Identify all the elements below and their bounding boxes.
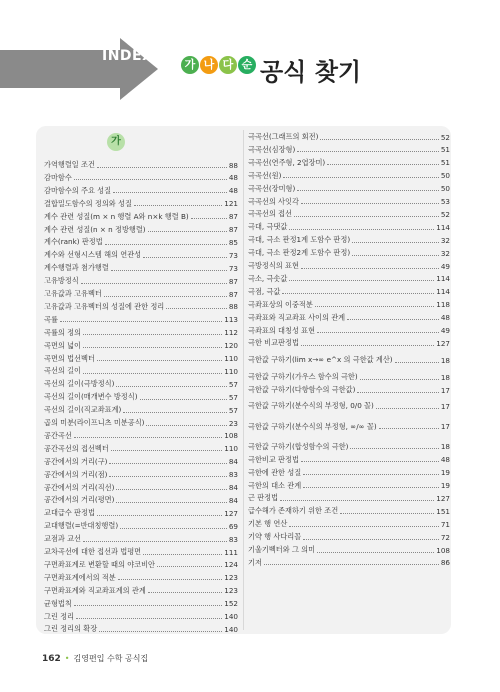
index-entry: [44, 495, 238, 505]
index-entry-term: 계수 관련 성질(n × n 정방행렬): [44, 224, 146, 234]
index-entry-term: 그린 정리: [44, 611, 75, 621]
index-entry-term: 극곡선(연주형, 2엽장미): [248, 157, 326, 167]
index-entry-page: 127: [436, 493, 450, 503]
dot-leader: [301, 341, 434, 346]
index-entry: [44, 573, 238, 583]
dot-leader: [74, 433, 223, 438]
dot-leader: [116, 485, 226, 490]
index-entry-page: 83: [228, 534, 238, 544]
index-entry: [44, 199, 238, 209]
dot-leader: [113, 188, 227, 193]
index-entry-page: 123: [224, 573, 238, 583]
dot-leader: [303, 470, 439, 475]
dot-leader: [289, 225, 434, 230]
index-entry-term: 극점, 극값: [248, 286, 281, 296]
index-entry-page: 57: [228, 379, 238, 389]
dot-leader: [134, 201, 222, 206]
dot-leader: [376, 404, 439, 409]
dot-leader: [81, 279, 227, 284]
index-entry-term: 곡선의 길이(극방정식): [44, 379, 115, 389]
index-entry-page: 50: [440, 184, 450, 194]
index-entry-page: 84: [228, 483, 238, 492]
index-entry-term: 극대, 극소 판정2계 도함수 판정): [248, 248, 351, 258]
index-entry-term: 극곡선의 접선: [248, 209, 292, 219]
column-divider: [243, 130, 244, 630]
dot-leader: [60, 317, 222, 322]
index-entry-page: 88: [228, 302, 238, 312]
dot-leader: [109, 459, 226, 464]
dot-leader: [97, 356, 222, 361]
index-entry-page: 53: [440, 197, 450, 206]
index-entry-term: 공간에서의 거리(평면): [44, 495, 115, 505]
index-entry-page: 23: [228, 418, 238, 428]
index-entry-term: 극대, 극소 판정1계 도함수 판정): [248, 235, 351, 245]
index-entry-term: 근 판정법: [248, 493, 279, 503]
index-entry: [248, 355, 450, 365]
index-entry: [44, 534, 238, 544]
index-entry-page: 17: [440, 385, 450, 395]
dot-leader: [123, 408, 227, 413]
dot-leader: [357, 388, 438, 393]
index-entry-term: 교대행렬(=반대칭행렬): [44, 521, 119, 531]
index-entry-page: 86: [440, 558, 450, 568]
index-entry-term: 극곡선(원): [248, 170, 282, 180]
index-entry-page: 17: [440, 422, 450, 432]
dot-leader: [395, 358, 439, 363]
index-entry-page: 18: [440, 372, 450, 382]
index-entry: [248, 132, 450, 142]
dot-leader: [350, 444, 438, 449]
dot-leader: [301, 264, 439, 269]
index-entry: [248, 209, 450, 219]
index-entry-term: 구면좌표계로 변환할 때의 야코비안: [44, 559, 156, 569]
book-title: 김영편입 수학 공식집: [73, 654, 149, 663]
dot-leader: [111, 446, 223, 451]
index-entry-page: 51: [440, 145, 450, 155]
index-entry-term: 극한값 구하기(합성함수의 극한): [248, 441, 349, 451]
index-entry-term: 구면좌표계에서의 적분: [44, 572, 116, 582]
index-entry: [44, 599, 238, 609]
index-entry-page: 110: [224, 444, 238, 454]
index-entry-page: 73: [228, 263, 238, 273]
index-entry-term: 구면좌표계와 직교좌표계의 관계: [44, 585, 146, 595]
dot-leader: [143, 253, 227, 258]
index-entry: [44, 315, 238, 325]
index-entry-page: 118: [436, 300, 450, 310]
index-entry: [44, 263, 238, 273]
index-entry: [44, 276, 238, 286]
dot-leader: [317, 328, 439, 333]
index-entry-term: 극한값 구하기(분수식의 부정형, ∞/∞ 꼴): [248, 421, 377, 431]
index-entry-term: 계수(rank) 판정법: [44, 237, 103, 247]
dot-leader: [289, 276, 434, 281]
index-entry-term: 극한값 구하기(lim x→∞ e^x 의 극한값 계산): [248, 355, 393, 365]
index-entry: [44, 173, 238, 183]
index-entry: [248, 481, 450, 491]
index-entry-term: 공간곡선: [44, 430, 72, 440]
dot-leader: [116, 498, 226, 503]
index-entry-page: 52: [440, 209, 450, 219]
index-entry-term: 곡률: [44, 314, 58, 324]
index-entry: [44, 560, 238, 570]
index-entry: [44, 186, 238, 196]
dot-leader: [120, 524, 227, 529]
index-entry-term: 극방정식의 표현: [248, 261, 299, 270]
dot-leader: [315, 302, 435, 307]
index-entry: [44, 212, 238, 222]
index-entry-page: 87: [228, 225, 238, 234]
page-number: 162: [42, 653, 61, 664]
index-entry: [44, 237, 238, 247]
index-entry: [248, 171, 450, 181]
index-entry-page: 151: [436, 506, 450, 516]
index-entry-page: 52: [440, 132, 450, 142]
index-entry-page: 72: [440, 532, 450, 542]
index-entry-term: 극한값 구하기(다항함수의 극한값): [248, 385, 356, 395]
index-entry-page: 114: [436, 287, 450, 297]
index-entry-term: 극좌표와 직교좌표 사이의 관계: [248, 312, 346, 322]
index-entry: [248, 184, 450, 194]
index-entry-term: 균형법칙: [44, 598, 72, 608]
index-entry-term: 극한에 관한 성질: [248, 467, 302, 477]
index-entry-page: 112: [224, 328, 238, 338]
dot-leader: [83, 330, 222, 335]
index-entry-page: 32: [440, 248, 450, 258]
index-entry-page: 114: [436, 274, 450, 284]
index-entry-page: 127: [436, 338, 450, 348]
index-entry: [248, 545, 450, 555]
index-entry-term: 고유값과 고유벡터: [44, 289, 102, 298]
index-entry: [44, 392, 238, 402]
index-entry: [44, 366, 238, 376]
bullet-icon: •: [64, 654, 70, 663]
index-entry-term: 극한비교 판정법: [248, 454, 299, 464]
index-entry-page: 18: [440, 442, 450, 452]
index-entry-term: 교대급수 판정법: [44, 508, 95, 518]
index-entry-term: 곡선의 길이(매개변수 방정식): [44, 392, 138, 402]
index-entry-term: 기저: [248, 557, 262, 567]
index-entry: [248, 326, 450, 336]
dot-leader: [97, 511, 222, 516]
index-entry-page: 48: [440, 455, 450, 465]
index-entry-term: 곡선의 길이: [44, 366, 82, 376]
index-entry-term: 극곡선(그래프의 회전): [248, 132, 319, 141]
dot-leader: [191, 214, 227, 219]
index-entry-term: 극한의 대소 관계: [248, 480, 302, 490]
index-entry: [248, 532, 450, 542]
index-entry: [248, 287, 450, 297]
index-entry: [44, 444, 238, 454]
index-entry-term: 공간곡선의 접선벡터: [44, 443, 109, 453]
dot-leader: [264, 560, 439, 565]
index-entry-term: 기약 행 사다리꼴: [248, 532, 302, 542]
index-entry: [44, 328, 238, 338]
index-entry-term: 곡률의 정의: [44, 327, 82, 337]
index-entry-term: 고유방정식: [44, 276, 79, 286]
index-entry-page: 110: [224, 354, 238, 363]
index-entry: [248, 313, 450, 323]
dot-leader: [148, 227, 227, 232]
dot-leader: [143, 550, 222, 555]
index-entry-page: 48: [440, 313, 450, 323]
index-entry: [44, 302, 238, 312]
dot-leader: [83, 537, 227, 542]
dot-leader: [99, 627, 222, 632]
index-entry: [44, 250, 238, 260]
index-entry: [44, 547, 238, 557]
index-entry-term: 감마함수: [44, 172, 72, 182]
ganada-badge: 나: [200, 56, 218, 74]
index-entry-page: 87: [228, 276, 238, 286]
dot-leader: [283, 173, 438, 178]
index-entry-page: 51: [440, 158, 450, 168]
index-entry-page: 123: [224, 586, 238, 596]
index-entry: [44, 225, 238, 235]
dot-leader: [294, 212, 439, 217]
index-entry-page: 73: [228, 250, 238, 260]
ganada-badge: 가: [181, 56, 199, 74]
index-entry-page: 108: [436, 545, 450, 555]
index-entry-page: 57: [228, 405, 238, 415]
index-entry-page: 85: [228, 237, 238, 247]
index-entry: [248, 235, 450, 245]
dot-leader: [347, 315, 439, 320]
index-entry: [44, 624, 238, 634]
ganada-badge: 다: [219, 56, 237, 74]
index-entry-page: 17: [440, 401, 450, 411]
index-entry-term: 극좌표상의 이중적분: [248, 299, 313, 309]
index-entry-page: 87: [228, 212, 238, 222]
index-entry-term: 극대, 극댓값: [248, 222, 288, 232]
page-title: 공식 찾기: [260, 58, 362, 86]
dot-leader: [148, 588, 223, 593]
index-entry-term: 극좌표의 대칭성 표현: [248, 325, 316, 335]
index-entry: [44, 586, 238, 596]
dot-leader: [118, 575, 223, 580]
index-entry-page: 124: [224, 560, 238, 570]
dot-leader: [320, 135, 438, 140]
dot-leader: [352, 238, 439, 243]
index-entry-term: 공간에서의 거리(점): [44, 469, 108, 479]
index-entry-term: 극한값 구하기(분수식의 부정형, 0/0 꼴): [248, 401, 374, 410]
dot-leader: [166, 304, 227, 309]
index-entry: [248, 519, 450, 529]
dot-leader: [297, 147, 439, 152]
index-entry: [44, 379, 238, 389]
dot-leader: [282, 289, 434, 294]
index-entry: [248, 455, 450, 465]
dot-leader: [360, 375, 439, 380]
index-entry-term: 극한 비교판정법: [248, 338, 299, 348]
index-entry: [248, 300, 450, 310]
dot-leader: [83, 343, 222, 348]
index-entry: [248, 401, 450, 411]
dot-leader: [74, 175, 227, 180]
index-entry: [248, 442, 450, 452]
index-entry-page: 83: [228, 470, 238, 480]
index-entry-term: 가역행렬일 조건: [44, 160, 95, 169]
index-entry-page: 152: [224, 599, 238, 609]
index-entry-term: 급수해가 존재하기 위한 조건: [248, 506, 339, 516]
index-entry-term: 극한값 구하기(가우스 함수의 극한): [248, 372, 358, 382]
index-entry-page: 18: [440, 355, 450, 365]
index-entry-term: 교차곡선에 대한 접선과 법평면: [44, 547, 142, 556]
index-entry: [248, 422, 450, 432]
index-entry: [44, 289, 238, 299]
index-entry-term: 곱의 미분(라이프니츠 미분공식): [44, 418, 145, 427]
dot-leader: [352, 251, 439, 256]
index-entry-term: 감마함수의 주요 성질: [44, 185, 112, 195]
index-entry: [248, 385, 450, 395]
index-entry-page: 69: [228, 521, 238, 531]
dot-leader: [111, 266, 227, 271]
ganada-badge: 순: [238, 56, 256, 74]
index-entry-term: 공간에서의 거리(직선): [44, 482, 115, 492]
ganada-order-badges: [181, 56, 257, 74]
index-entry: [248, 338, 450, 348]
index-entry: [248, 222, 450, 232]
index-entry-term: 계수행렬과 첨가행렬: [44, 263, 109, 273]
index-entry-term: 결합밀도함수의 정의와 성질: [44, 198, 132, 208]
index-entry: [44, 521, 238, 531]
index-entry: [44, 612, 238, 622]
dot-leader: [301, 199, 439, 204]
dot-leader: [83, 369, 222, 374]
index-entry: [44, 354, 238, 364]
dot-leader: [301, 457, 439, 462]
index-entry-page: 88: [228, 160, 238, 170]
dot-leader: [303, 535, 439, 540]
index-entry-page: 49: [440, 261, 450, 271]
index-entry-page: 87: [228, 289, 238, 299]
index-entry: [248, 506, 450, 516]
index-entry-term: 그린 정리의 확장: [44, 624, 98, 634]
index-entry: [44, 405, 238, 415]
index-entry-term: 계수와 선형시스템 해의 연관성: [44, 250, 142, 260]
index-entry: [248, 145, 450, 155]
index-entry-term: 기본 행 연산: [248, 519, 288, 529]
dot-leader: [97, 163, 227, 168]
dot-leader: [104, 292, 227, 297]
index-entry: [248, 261, 450, 271]
index-entry: [44, 457, 238, 467]
index-entry-page: 84: [228, 495, 238, 505]
index-entry: [44, 341, 238, 351]
index-entry: [248, 372, 450, 382]
index-entry-term: 기울기벡터와 그 의미: [248, 545, 316, 554]
index-entry-page: 71: [440, 519, 450, 529]
dot-leader: [297, 186, 439, 191]
dot-leader: [317, 548, 434, 553]
dot-leader: [105, 240, 227, 245]
index-entry-term: 곡면의 넓이: [44, 340, 82, 350]
index-entry-page: 113: [224, 315, 238, 325]
dot-leader: [289, 522, 439, 527]
index-entry-page: 110: [224, 366, 238, 376]
index-entry-page: 114: [436, 222, 450, 232]
index-entry-page: 48: [228, 186, 238, 196]
index-entry: [44, 418, 238, 428]
dot-leader: [76, 614, 222, 619]
dot-leader: [116, 382, 226, 387]
index-entry-term: 극곡선(심장형): [248, 144, 296, 154]
index-entry-page: 121: [224, 199, 238, 209]
index-entry-page: 84: [228, 457, 238, 467]
index-panel: [36, 126, 451, 634]
index-entry-page: 127: [224, 508, 238, 518]
dot-leader: [280, 496, 434, 501]
dot-leader: [327, 160, 439, 165]
index-entry-term: 극소, 극솟값: [248, 273, 288, 283]
dot-leader: [157, 562, 222, 567]
index-entry-term: 고유값과 고유벡터의 성질에 관한 정리: [44, 301, 165, 311]
index-entry: [248, 468, 450, 478]
index-entry: [248, 493, 450, 503]
index-label: INDEX: [102, 48, 154, 64]
dot-leader: [109, 472, 226, 477]
dot-leader: [379, 424, 439, 429]
index-entry-page: 120: [224, 341, 238, 351]
dot-leader: [140, 395, 227, 400]
index-entry-page: 49: [440, 326, 450, 335]
dot-leader: [74, 601, 223, 606]
index-entry-term: 극곡선(장미형): [248, 183, 296, 193]
index-entry-term: 공간에서의 거리(구): [44, 456, 108, 466]
page-footer: [42, 653, 148, 664]
index-entry-page: 57: [228, 392, 238, 402]
index-entry: [248, 558, 450, 568]
index-entry: [248, 158, 450, 168]
index-entry-page: 50: [440, 171, 450, 181]
index-entry-page: 111: [224, 547, 238, 557]
index-arrow-banner: [0, 36, 168, 102]
index-entry-page: 108: [224, 431, 238, 441]
index-entry: [44, 508, 238, 518]
dot-leader: [340, 509, 434, 514]
dot-leader: [146, 421, 226, 426]
index-entry-term: 계수 관련 성질(m × n 행렬 A와 n×k 행렬 B): [44, 211, 189, 221]
section-badge: 가: [107, 133, 125, 151]
index-entry: [44, 483, 238, 493]
index-entry: [44, 160, 238, 170]
dot-leader: [303, 483, 439, 488]
index-entry-page: 19: [440, 468, 450, 478]
index-entry: [44, 431, 238, 441]
index-entry: [248, 274, 450, 284]
index-entry-term: 교점과 교선: [44, 534, 82, 544]
index-entry: [248, 197, 450, 207]
index-entry-page: 140: [224, 624, 238, 634]
index-entry: [44, 470, 238, 480]
index-entry-page: 32: [440, 235, 450, 245]
index-entry-term: 곡선의 길이(직교좌표계): [44, 405, 122, 415]
index-header: [0, 0, 500, 120]
index-entry-page: 140: [224, 612, 238, 621]
index-entry-term: 곡면의 법선벡터: [44, 353, 95, 363]
index-entry: [248, 248, 450, 258]
index-entry-term: 극곡선의 사잇각: [248, 196, 299, 206]
index-entry-page: 48: [228, 173, 238, 183]
index-entry-page: 19: [440, 481, 450, 490]
